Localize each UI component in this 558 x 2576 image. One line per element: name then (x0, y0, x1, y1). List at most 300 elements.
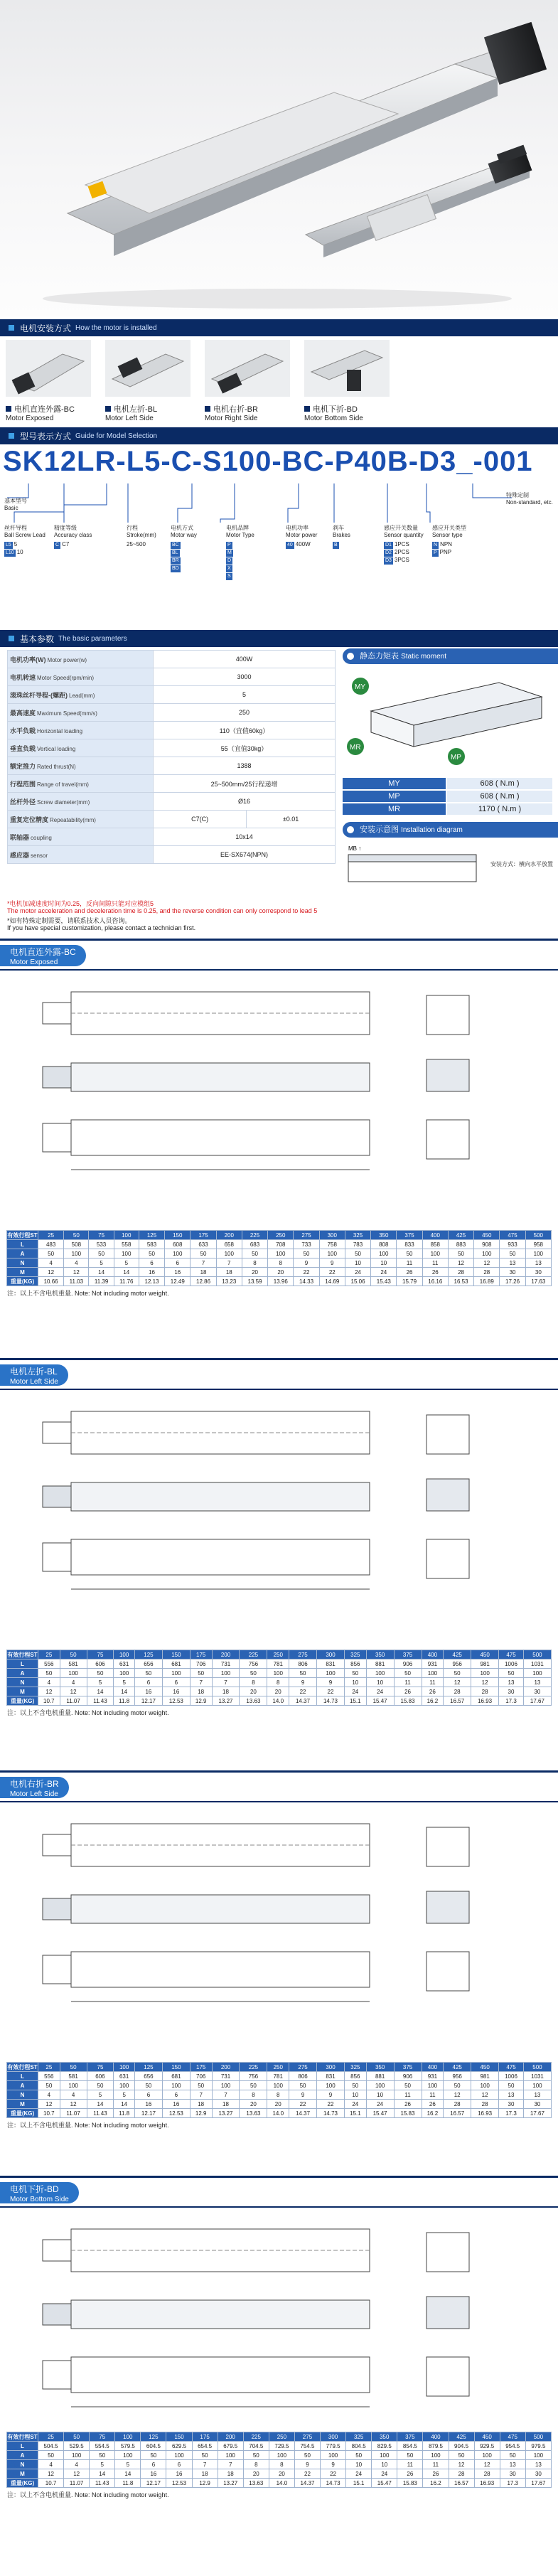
dimension-drawing (28, 1810, 526, 2058)
table-cell: 16 (166, 2469, 192, 2479)
table-cell: 931 (422, 2072, 444, 2081)
table-cell: 13 (525, 2460, 551, 2469)
section-title-3: 电机下折-BD Motor Bottom Side (0, 2178, 558, 2208)
table-cell: 14 (114, 1268, 139, 1277)
table-cell: 100 (115, 2432, 141, 2442)
table-cell: 26 (423, 2469, 449, 2479)
table-cell: 10 (366, 1678, 394, 1687)
table-cell: 100 (114, 1249, 139, 1258)
table-cell: 22 (294, 2469, 320, 2479)
table-cell: 16.57 (449, 2479, 474, 2488)
table-cell: 475 (499, 1650, 524, 1660)
dimension-row-N (7, 2460, 552, 2469)
table-cell: 100 (268, 1249, 294, 1258)
table-cell: 50 (294, 1249, 319, 1258)
table-cell: 7 (218, 2460, 243, 2469)
table-cell: 14 (90, 2469, 115, 2479)
table-cell: 7 (216, 1258, 242, 1268)
table-cell: 781 (267, 1660, 289, 1669)
table-cell: 12 (474, 2460, 500, 2469)
table-cell: 22 (317, 1687, 345, 1696)
table-cell: 11.8 (114, 1696, 135, 1706)
table-cell: 656 (134, 1660, 162, 1669)
table-cell: 100 (162, 2081, 190, 2090)
table-cell: 808 (371, 1240, 397, 1249)
table-cell: 1031 (523, 2072, 551, 2081)
table-cell: 9 (289, 1678, 317, 1687)
table-cell: 25 (38, 1650, 60, 1660)
table-cell: 16.57 (444, 2109, 471, 2118)
table-cell: 12 (64, 1268, 89, 1277)
table-cell: 5 (90, 2460, 115, 2469)
table-cell: 13.96 (268, 1277, 294, 1286)
table-cell: 13 (500, 2460, 525, 2469)
table-cell: 15.1 (344, 1696, 366, 1706)
table-cell: 14 (114, 2100, 135, 2109)
table-cell: 450 (474, 2432, 500, 2442)
table-cell: 4 (64, 2460, 90, 2469)
sensor-qty-label: 感应开关数量 Sensor quantity D1 1PCS D2 2PCS D3 3PCS (384, 525, 424, 563)
table-cell: 50 (190, 2081, 212, 2090)
table-cell: 26 (397, 2469, 423, 2479)
spec-value: 110（宜值60kg） (154, 722, 336, 739)
dimension-row-M (7, 1687, 552, 1696)
table-cell: 100 (64, 2451, 90, 2460)
row-label: L (7, 1660, 38, 1669)
table-cell: 100 (317, 2081, 345, 2090)
table-cell: 225 (240, 2063, 267, 2072)
table-cell: 12 (449, 2460, 474, 2469)
table-cell: 100 (366, 2081, 394, 2090)
table-cell: 8 (242, 1258, 267, 1268)
table-cell: 100 (371, 1249, 397, 1258)
table-cell: 583 (139, 1240, 164, 1249)
table-cell: 125 (141, 2432, 166, 2442)
table-cell: 16 (165, 1268, 191, 1277)
row-label: M (7, 2100, 38, 2109)
table-cell: 631 (114, 2072, 135, 2081)
table-cell: 350 (371, 1231, 397, 1240)
table-cell: 50 (500, 2451, 525, 2460)
table-cell: 475 (500, 1231, 525, 1240)
dimension-drawing (28, 978, 526, 1226)
weight-note: 注：以上不含电机重量. Note: Not including motor weight. (7, 1290, 169, 1297)
table-cell: 14.73 (317, 2109, 345, 2118)
moment-row-mr: MR 1170 ( N.m ) (343, 803, 552, 815)
dimension-row-A (7, 2451, 552, 2460)
table-cell: 18 (192, 2469, 218, 2479)
table-cell: 704.5 (243, 2442, 269, 2451)
table-cell: 26 (394, 1687, 422, 1696)
table-cell: 50 (294, 2451, 320, 2460)
table-cell: 17.26 (500, 1277, 525, 1286)
table-cell: 12.13 (139, 1277, 164, 1286)
moment-row-mp: MP 608 ( N.m ) (343, 791, 552, 802)
table-cell: 175 (190, 1650, 212, 1660)
table-cell: 731 (212, 1660, 240, 1669)
table-cell: 6 (134, 1678, 162, 1687)
table-cell: 12 (38, 2469, 64, 2479)
table-cell: 529.5 (64, 2442, 90, 2451)
motor-brand-label: 电机品牌 Motor Type P M D X S (226, 525, 254, 579)
basic-params-table (7, 650, 336, 864)
table-cell: 50 (87, 1669, 114, 1678)
dimension-table (6, 2432, 552, 2488)
dimension-table (6, 1230, 552, 1286)
dimension-row-L (7, 2442, 552, 2451)
table-cell: 50 (344, 2081, 366, 2090)
table-cell: 10.66 (38, 1277, 64, 1286)
table-cell: 30 (499, 1687, 524, 1696)
table-cell: 17.3 (499, 2109, 524, 2118)
table-cell: 16.2 (422, 2109, 444, 2118)
table-cell: 100 (114, 1669, 135, 1678)
table-cell: 756 (240, 1660, 267, 1669)
table-cell: 8 (240, 2090, 267, 2100)
table-cell: 25 (38, 2432, 64, 2442)
table-cell: 13.59 (242, 1277, 267, 1286)
table-cell: 533 (89, 1240, 114, 1249)
table-cell: 50 (397, 2451, 423, 2460)
table-cell: 24 (371, 1268, 397, 1277)
table-cell: 16 (162, 1687, 190, 1696)
row-label: A (7, 1669, 38, 1678)
table-cell: 9 (319, 1258, 345, 1268)
table-cell: 350 (366, 2063, 394, 2072)
table-cell: 606 (87, 1660, 114, 1669)
table-cell: 929.5 (474, 2442, 500, 2451)
table-cell: 9 (289, 2090, 317, 2100)
brake-label: 刹车 Brakes B (333, 525, 350, 547)
table-cell: 11 (422, 1258, 448, 1268)
note-en-1: The motor acceleration and deceleration time is 0.25, and the reverse condition can only correspond to lead 5 (7, 907, 318, 914)
row-label: 有效行程ST (7, 1231, 38, 1239)
table-cell: 11.03 (64, 1277, 89, 1286)
table-cell: 275 (289, 2063, 317, 2072)
sensor-type-label: 感应开关类型 Sensor type N NPN P PNP (432, 525, 466, 555)
spec-label: 丝杆外径 Screw diameter(mm) (8, 793, 154, 811)
table-cell: 28 (444, 1687, 471, 1696)
table-cell: 12.53 (162, 2109, 190, 2118)
table-cell: 10 (344, 1678, 366, 1687)
table-cell: 781 (267, 2072, 289, 2081)
install-diagram-note: 安装方式：横向水平放置 (490, 861, 553, 867)
dimension-row-stroke (7, 2063, 552, 2072)
table-cell: 558 (114, 1240, 139, 1249)
table-cell: 50 (90, 2451, 115, 2460)
table-cell: 30 (500, 2469, 525, 2479)
table-cell: 904.5 (449, 2442, 474, 2451)
table-cell: 50 (64, 2432, 90, 2442)
dimension-row-weight (7, 2109, 552, 2118)
table-cell: 15.47 (366, 1696, 394, 1706)
table-cell: 10 (344, 2090, 366, 2100)
table-cell: 8 (267, 2090, 289, 2100)
table-cell: 12 (444, 1678, 471, 1687)
dimension-row-A (7, 1249, 552, 1258)
row-label: N (7, 1258, 38, 1268)
table-cell: 11 (422, 2090, 444, 2100)
spec-value: Ø16 (154, 793, 336, 811)
table-cell: 7 (212, 1678, 240, 1687)
table-cell: 979.5 (525, 2442, 551, 2451)
spec-row (8, 846, 336, 864)
table-cell: 806 (289, 1660, 317, 1669)
weight-note: 注：以上不含电机重量. Note: Not including motor weight. (7, 2122, 169, 2129)
table-cell: 5 (114, 1258, 139, 1268)
table-cell: 656 (134, 2072, 162, 2081)
table-cell: 425 (448, 1231, 473, 1240)
table-cell: 25 (38, 2063, 60, 2072)
dimension-row-weight (7, 1277, 552, 1286)
table-cell: 26 (394, 2100, 422, 2109)
table-cell: 50 (448, 1249, 473, 1258)
row-label: L (7, 2442, 38, 2451)
table-cell: 508 (64, 1240, 89, 1249)
table-cell: 26 (422, 2100, 444, 2109)
moment-row-my: MY 608 ( N.m ) (343, 778, 552, 789)
table-cell: 50 (134, 1669, 162, 1678)
table-cell: 13 (499, 1678, 524, 1687)
dimension-row-stroke (7, 2432, 552, 2442)
table-cell: 15.47 (366, 2109, 394, 2118)
table-cell: 906 (394, 2072, 422, 2081)
table-cell: 16.2 (423, 2479, 449, 2488)
dimension-row-L (7, 1240, 552, 1249)
spec-label: 重复定位精度 Repeatability(mm) (8, 811, 154, 828)
table-cell: 75 (90, 2432, 115, 2442)
table-cell: 50 (192, 2451, 218, 2460)
table-cell: 100 (321, 2451, 346, 2460)
table-cell: 758 (319, 1240, 345, 1249)
table-cell: 754.5 (294, 2442, 320, 2451)
table-cell: 6 (165, 1258, 191, 1268)
table-cell: 100 (523, 2081, 551, 2090)
table-cell: 5 (114, 2090, 135, 2100)
table-cell: 15.1 (346, 2479, 372, 2488)
table-cell: 16.93 (474, 2479, 500, 2488)
install-option-bc: 电机直连外露-BC Motor Exposed (6, 340, 135, 422)
motor-exposed-image (6, 340, 91, 397)
table-cell: 16 (134, 2100, 162, 2109)
table-cell: 100 (317, 1669, 345, 1678)
row-label: M (7, 1687, 38, 1696)
dimension-drawing (28, 2215, 526, 2428)
table-cell: 50 (64, 1231, 89, 1240)
table-cell: 483 (38, 1240, 64, 1249)
table-cell: 7 (190, 2090, 212, 2100)
table-cell: 16.57 (444, 1696, 471, 1706)
table-cell: 908 (474, 1240, 500, 1249)
dimension-row-L (7, 2072, 552, 2081)
table-cell: 50 (394, 2081, 422, 2090)
table-cell: 28 (444, 2100, 471, 2109)
table-cell: 28 (474, 1268, 500, 1277)
install-diagram-header: 安装示意图 Installation diagram (343, 822, 558, 838)
table-cell: 18 (212, 2100, 240, 2109)
table-cell: 4 (64, 1258, 89, 1268)
table-cell: 11.43 (90, 2479, 115, 2488)
table-cell: 20 (267, 1687, 289, 1696)
table-cell: 100 (115, 2451, 141, 2460)
table-cell: 581 (60, 1660, 87, 1669)
table-cell: 50 (89, 1249, 114, 1258)
table-cell: 12.17 (141, 2479, 166, 2488)
spec-value: 250 (154, 704, 336, 722)
svg-text:MR: MR (350, 744, 361, 752)
table-cell: 30 (525, 2469, 551, 2479)
table-cell: 100 (166, 2451, 192, 2460)
table-cell: 100 (60, 1669, 87, 1678)
table-cell: 17.67 (523, 1696, 551, 1706)
spec-value: 1388 (154, 757, 336, 775)
table-cell: 679.5 (218, 2442, 243, 2451)
table-cell: 100 (474, 2451, 500, 2460)
table-cell: 8 (243, 2460, 269, 2469)
table-cell: 12 (60, 1687, 87, 1696)
table-cell: 50 (289, 1669, 317, 1678)
table-cell: 425 (444, 1650, 471, 1660)
table-cell: 275 (294, 1231, 319, 1240)
table-cell: 24 (372, 2469, 397, 2479)
table-cell: 100 (162, 1669, 190, 1678)
table-cell: 20 (269, 2469, 294, 2479)
table-cell: 500 (523, 1650, 551, 1660)
spec-label: 额定推力 Rated thrust(N) (8, 757, 154, 775)
table-cell: 14.0 (269, 2479, 294, 2488)
table-cell: 225 (240, 1650, 267, 1660)
table-cell: 50 (38, 1669, 60, 1678)
table-cell: 30 (523, 1687, 551, 1696)
table-cell: 12 (38, 1687, 60, 1696)
table-cell: 16 (139, 1268, 164, 1277)
table-cell: 12.9 (192, 2479, 218, 2488)
table-cell: 5 (87, 2090, 114, 2100)
table-cell: 12.9 (190, 2109, 212, 2118)
table-cell: 8 (268, 1258, 294, 1268)
table-cell: 981 (471, 2072, 499, 2081)
table-cell: 100 (60, 2081, 87, 2090)
table-cell: 15.47 (372, 2479, 397, 2488)
table-cell: 12 (60, 2100, 87, 2109)
table-cell: 450 (471, 2063, 499, 2072)
table-cell: 50 (344, 1669, 366, 1678)
table-cell: 6 (139, 1258, 164, 1268)
table-cell: 4 (60, 1678, 87, 1687)
table-cell: 400 (423, 2432, 449, 2442)
table-cell: 11 (394, 1678, 422, 1687)
dimension-drawing (28, 1397, 526, 1646)
spec-row (8, 722, 336, 739)
table-cell: 100 (423, 2451, 449, 2460)
table-cell: 956 (444, 1660, 471, 1669)
table-cell: 783 (345, 1240, 370, 1249)
table-cell: 50 (289, 2081, 317, 2090)
spec-value: 3000 (154, 668, 336, 686)
table-cell: 22 (317, 2100, 345, 2109)
table-cell: 658 (216, 1240, 242, 1249)
table-cell: 12 (474, 1258, 500, 1268)
spec-value: EE-SX674(NPN) (154, 846, 336, 864)
table-cell: 856 (344, 2072, 366, 2081)
spec-value: 10x14 (154, 828, 336, 846)
dimension-row-A (7, 2081, 552, 2090)
table-cell: 425 (444, 2063, 471, 2072)
table-cell: 50 (444, 1669, 471, 1678)
spec-row (8, 775, 336, 793)
dimension-row-N (7, 1678, 552, 1687)
table-cell: 100 (525, 1249, 551, 1258)
spec-row (8, 686, 336, 704)
table-cell: 50 (240, 1669, 267, 1678)
table-cell: 17.3 (500, 2479, 525, 2488)
spec-value: 55（宜值30kg） (154, 739, 336, 757)
table-cell: 8 (240, 1678, 267, 1687)
table-cell: 14.37 (289, 2109, 317, 2118)
table-cell: 879.5 (423, 2442, 449, 2451)
row-label: 重量(KG) (7, 2109, 38, 2118)
table-cell: 8 (269, 2460, 294, 2469)
table-cell: 100 (422, 1669, 444, 1678)
table-cell: 100 (474, 1249, 500, 1258)
row-label: N (7, 2460, 38, 2469)
table-cell: 24 (345, 1268, 370, 1277)
table-cell: 10 (371, 1258, 397, 1268)
row-label: 有效行程ST (7, 2063, 38, 2070)
table-cell: 200 (212, 1650, 240, 1660)
row-label: L (7, 2072, 38, 2081)
spec-row (8, 704, 336, 722)
table-cell: 50 (191, 1249, 216, 1258)
spec-label: 感应器 sensor (8, 846, 154, 864)
table-cell: 6 (162, 2090, 190, 2100)
table-cell: 50 (240, 2081, 267, 2090)
table-cell: 400 (422, 2063, 444, 2072)
table-cell: 13.63 (243, 2479, 269, 2488)
spec-label: 垂直负载 Vertical loading (8, 739, 154, 757)
table-cell: 28 (474, 2469, 500, 2479)
table-cell: 275 (289, 1650, 317, 1660)
spec-value-2: ±0.01 (247, 811, 336, 828)
table-cell: 10 (346, 2460, 372, 2469)
special-label: 特殊定制 Non-standard, etc. (506, 492, 553, 506)
table-cell: 12.86 (191, 1277, 216, 1286)
table-cell: 24 (344, 2100, 366, 2109)
table-cell: 4 (38, 2460, 64, 2469)
table-cell: 16.89 (474, 1277, 500, 1286)
table-cell: 858 (422, 1240, 448, 1249)
table-cell: 981 (471, 1660, 499, 1669)
table-cell: 806 (289, 2072, 317, 2081)
model-header: 型号表示方式 Guide for Model Selection (0, 427, 558, 444)
table-cell: 606 (87, 2072, 114, 2081)
table-cell: 100 (212, 1669, 240, 1678)
table-cell: 20 (240, 2100, 267, 2109)
basic-params-header: 基本参数 The basic parameters (0, 630, 558, 647)
table-cell: 13 (499, 2090, 524, 2100)
table-cell: 629.5 (166, 2442, 192, 2451)
table-cell: 100 (114, 2081, 135, 2090)
dimension-row-A (7, 1669, 552, 1678)
table-cell: 4 (38, 1678, 60, 1687)
table-cell: 16.93 (471, 2109, 499, 2118)
table-cell: 7 (190, 1678, 212, 1687)
table-cell: 14.37 (294, 2479, 320, 2488)
table-cell: 579.5 (115, 2442, 141, 2451)
table-cell: 16.53 (448, 1277, 473, 1286)
table-cell: 604.5 (141, 2442, 166, 2451)
table-cell: 500 (523, 2063, 551, 2072)
